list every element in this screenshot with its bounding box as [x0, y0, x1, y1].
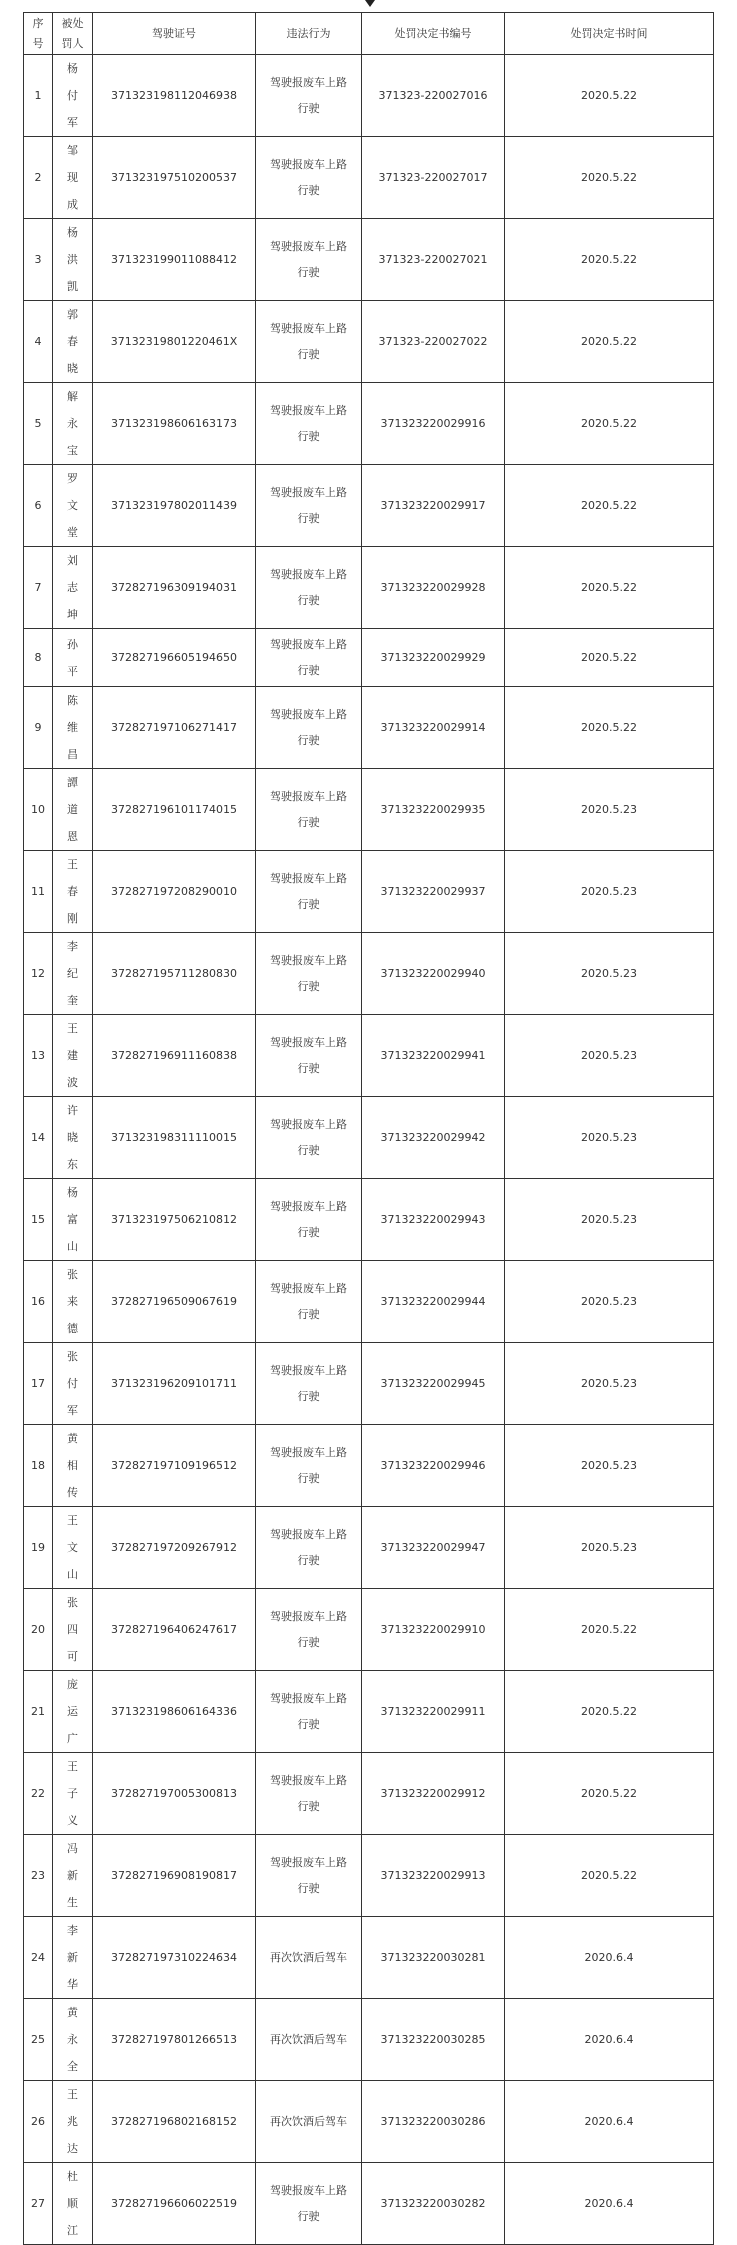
- violation-cell: [256, 851, 362, 933]
- license-cell: 371323197802011439: [93, 465, 256, 547]
- violation-cell: [256, 1999, 362, 2081]
- person-cell-text: 王春刚: [67, 858, 78, 925]
- person-cell-text: 陈维昌: [67, 694, 78, 761]
- decision-date-cell: 2020.6.4: [505, 2163, 714, 2245]
- license-cell: 372827196309194031: [93, 547, 256, 629]
- decision-date-cell: 2020.5.23: [505, 1507, 714, 1589]
- license-cell: 371323198112046938: [93, 55, 256, 137]
- violation-cell-text: 驾驶报废车上路行驶: [270, 1855, 347, 1895]
- violation-cell-text: 驾驶报废车上路行驶: [270, 403, 347, 443]
- license-cell: 372827196509067619: [93, 1261, 256, 1343]
- person-cell: [53, 219, 93, 301]
- violation-cell-text: 驾驶报废车上路行驶: [270, 485, 347, 525]
- license-cell: 372827196605194650: [93, 629, 256, 687]
- violation-cell-text: 驾驶报废车上路行驶: [270, 953, 347, 993]
- seq-cell: 17: [24, 1343, 53, 1425]
- decision-no-cell: 371323220030286: [362, 2081, 505, 2163]
- violation-cell-text: 驾驶报废车上路行驶: [270, 1691, 347, 1731]
- person-cell-text: 邹现成: [67, 144, 78, 211]
- license-cell: 371323198606164336: [93, 1671, 256, 1753]
- violation-cell-text: 驾驶报废车上路行驶: [270, 157, 347, 197]
- table-row: [24, 1835, 714, 1917]
- decision-no-cell: 371323220029911: [362, 1671, 505, 1753]
- table-row: [24, 137, 714, 219]
- violation-cell-text: 驾驶报废车上路行驶: [270, 1117, 347, 1157]
- seq-cell: 24: [24, 1917, 53, 1999]
- person-cell: [53, 301, 93, 383]
- seq-cell: 13: [24, 1015, 53, 1097]
- table-row: [24, 769, 714, 851]
- violation-cell: [256, 383, 362, 465]
- violation-cell-text: 驾驶报废车上路行驶: [270, 75, 347, 115]
- table-row: [24, 2081, 714, 2163]
- seq-cell: 7: [24, 547, 53, 629]
- person-cell: [53, 769, 93, 851]
- decision-date-cell: 2020.5.22: [505, 1589, 714, 1671]
- license-cell: 371323198311110015: [93, 1097, 256, 1179]
- decision-date-cell: 2020.5.22: [505, 547, 714, 629]
- decision-date-cell: 2020.5.22: [505, 137, 714, 219]
- person-cell-text: 杜顺江: [67, 2170, 78, 2237]
- violation-cell: [256, 2163, 362, 2245]
- seq-cell: 18: [24, 1425, 53, 1507]
- person-cell-text: 孙平: [67, 637, 78, 678]
- person-cell: [53, 1999, 93, 2081]
- top-arrow-marker: [365, 0, 375, 7]
- decision-date-cell: 2020.5.22: [505, 687, 714, 769]
- seq-cell: 11: [24, 851, 53, 933]
- person-cell: [53, 1671, 93, 1753]
- decision-no-cell: 371323220030281: [362, 1917, 505, 1999]
- violation-cell: [256, 1589, 362, 1671]
- person-cell: [53, 1015, 93, 1097]
- penalty-table: [23, 12, 714, 2245]
- header-violation: 违法行为: [256, 13, 362, 55]
- table-row: [24, 1097, 714, 1179]
- table-row: [24, 1917, 714, 1999]
- seq-cell: 4: [24, 301, 53, 383]
- person-cell: [53, 383, 93, 465]
- person-cell-text: 杨洪凯: [67, 226, 78, 293]
- decision-date-cell: 2020.5.23: [505, 1261, 714, 1343]
- license-cell: 372827196101174015: [93, 769, 256, 851]
- table-row: [24, 2163, 714, 2245]
- person-cell-text: 李纪奎: [67, 940, 78, 1007]
- table-row: [24, 219, 714, 301]
- table-row: [24, 1425, 714, 1507]
- license-cell: 372827197208290010: [93, 851, 256, 933]
- decision-no-cell: 371323220029942: [362, 1097, 505, 1179]
- person-cell-text: 许晓东: [67, 1104, 78, 1171]
- decision-date-cell: 2020.5.22: [505, 629, 714, 687]
- person-cell: [53, 55, 93, 137]
- violation-cell-text: 驾驶报废车上路行驶: [270, 1281, 347, 1321]
- seq-cell: 16: [24, 1261, 53, 1343]
- person-cell-text: 黄永全: [67, 2006, 78, 2073]
- person-cell-text: 李新华: [67, 1924, 78, 1991]
- person-cell: [53, 1179, 93, 1261]
- license-cell: 372827196908190817: [93, 1835, 256, 1917]
- decision-no-cell: 371323220029913: [362, 1835, 505, 1917]
- decision-no-cell: 371323220029912: [362, 1753, 505, 1835]
- violation-cell-text: 驾驶报废车上路行驶: [270, 1773, 347, 1813]
- table-row: [24, 1507, 714, 1589]
- person-cell-text: 张付军: [67, 1350, 78, 1417]
- header-seq: 序号: [24, 13, 53, 55]
- person-cell: [53, 465, 93, 547]
- decision-no-cell: 371323220029946: [362, 1425, 505, 1507]
- decision-date-cell: 2020.5.22: [505, 219, 714, 301]
- decision-no-cell: 371323-220027017: [362, 137, 505, 219]
- violation-cell: [256, 137, 362, 219]
- table-row: [24, 55, 714, 137]
- decision-no-cell: 371323220029945: [362, 1343, 505, 1425]
- person-cell: [53, 137, 93, 219]
- violation-cell: [256, 1425, 362, 1507]
- person-cell-text: 冯新生: [67, 1842, 78, 1909]
- violation-cell-text: 驾驶报废车上路行驶: [270, 1199, 347, 1239]
- person-cell: [53, 687, 93, 769]
- person-cell-text: 譚道恩: [67, 776, 78, 843]
- seq-cell: 9: [24, 687, 53, 769]
- decision-date-cell: 2020.5.23: [505, 1179, 714, 1261]
- license-cell: 371323196209101711: [93, 1343, 256, 1425]
- header-license: 驾驶证号: [93, 13, 256, 55]
- violation-cell-text: 再次饮酒后驾车: [270, 1950, 347, 1964]
- seq-cell: 8: [24, 629, 53, 687]
- violation-cell: [256, 55, 362, 137]
- table-row: [24, 1999, 714, 2081]
- violation-cell: [256, 933, 362, 1015]
- person-cell: [53, 1507, 93, 1589]
- decision-no-cell: 371323220029917: [362, 465, 505, 547]
- decision-date-cell: 2020.5.22: [505, 1835, 714, 1917]
- header-decision-date: 处罚决定书时间: [505, 13, 714, 55]
- table-row: [24, 1261, 714, 1343]
- header-decision-no: 处罚决定书编号: [362, 13, 505, 55]
- violation-cell: [256, 301, 362, 383]
- person-cell: [53, 933, 93, 1015]
- person-cell-text: 王建波: [67, 1022, 78, 1089]
- person-cell: [53, 547, 93, 629]
- violation-cell: [256, 1507, 362, 1589]
- decision-no-cell: 371323220029943: [362, 1179, 505, 1261]
- table-row: [24, 851, 714, 933]
- license-cell: 372827196802168152: [93, 2081, 256, 2163]
- seq-cell: 14: [24, 1097, 53, 1179]
- decision-no-cell: 371323-220027016: [362, 55, 505, 137]
- decision-date-cell: 2020.5.23: [505, 933, 714, 1015]
- violation-cell-text: 驾驶报废车上路行驶: [270, 1445, 347, 1485]
- violation-cell: [256, 1917, 362, 1999]
- seq-cell: 2: [24, 137, 53, 219]
- person-cell-text: 郭春晓: [67, 308, 78, 375]
- violation-cell-text: 驾驶报废车上路行驶: [270, 321, 347, 361]
- seq-cell: 5: [24, 383, 53, 465]
- decision-date-cell: 2020.5.23: [505, 1343, 714, 1425]
- person-cell-text: 解永宝: [67, 390, 78, 457]
- person-cell: [53, 1835, 93, 1917]
- violation-cell-text: 驾驶报废车上路行驶: [270, 789, 347, 829]
- decision-no-cell: 371323220029940: [362, 933, 505, 1015]
- license-cell: 371323197506210812: [93, 1179, 256, 1261]
- license-cell: 371323198606163173: [93, 383, 256, 465]
- license-cell: 372827197209267912: [93, 1507, 256, 1589]
- seq-cell: 1: [24, 55, 53, 137]
- table-row: [24, 465, 714, 547]
- violation-cell: [256, 629, 362, 687]
- seq-cell: 12: [24, 933, 53, 1015]
- decision-no-cell: 371323220029914: [362, 687, 505, 769]
- decision-date-cell: 2020.6.4: [505, 1917, 714, 1999]
- person-cell: [53, 1097, 93, 1179]
- license-cell: 372827196606022519: [93, 2163, 256, 2245]
- violation-cell-text: 再次饮酒后驾车: [270, 2114, 347, 2128]
- decision-date-cell: 2020.6.4: [505, 2081, 714, 2163]
- license-cell: 372827197005300813: [93, 1753, 256, 1835]
- person-cell-text: 张四可: [67, 1596, 78, 1663]
- decision-no-cell: 371323-220027022: [362, 301, 505, 383]
- seq-cell: 22: [24, 1753, 53, 1835]
- person-cell-text: 王兆达: [67, 2088, 78, 2155]
- decision-date-cell: 2020.5.22: [505, 465, 714, 547]
- violation-cell: [256, 1671, 362, 1753]
- decision-date-cell: 2020.5.23: [505, 1425, 714, 1507]
- violation-cell: [256, 2081, 362, 2163]
- table-row: [24, 1671, 714, 1753]
- violation-cell: [256, 687, 362, 769]
- violation-cell: [256, 219, 362, 301]
- decision-date-cell: 2020.5.22: [505, 1753, 714, 1835]
- person-cell: [53, 1343, 93, 1425]
- person-cell-text: 王子义: [67, 1760, 78, 1827]
- violation-cell: [256, 547, 362, 629]
- license-cell: 372827196911160838: [93, 1015, 256, 1097]
- decision-no-cell: 371323220030282: [362, 2163, 505, 2245]
- seq-cell: 23: [24, 1835, 53, 1917]
- violation-cell-text: 驾驶报废车上路行驶: [270, 239, 347, 279]
- seq-cell: 25: [24, 1999, 53, 2081]
- person-cell: [53, 1753, 93, 1835]
- decision-no-cell: 371323-220027021: [362, 219, 505, 301]
- violation-cell-text: 再次饮酒后驾车: [270, 2032, 347, 2046]
- license-cell: 372827197310224634: [93, 1917, 256, 1999]
- seq-cell: 21: [24, 1671, 53, 1753]
- decision-date-cell: 2020.5.23: [505, 1097, 714, 1179]
- seq-cell: 15: [24, 1179, 53, 1261]
- person-cell: [53, 2081, 93, 2163]
- decision-date-cell: 2020.5.23: [505, 769, 714, 851]
- violation-cell-text: 驾驶报废车上路行驶: [270, 1609, 347, 1649]
- decision-no-cell: 371323220029910: [362, 1589, 505, 1671]
- decision-date-cell: 2020.5.22: [505, 383, 714, 465]
- decision-no-cell: 371323220030285: [362, 1999, 505, 2081]
- violation-cell-text: 驾驶报废车上路行驶: [270, 707, 347, 747]
- license-cell: 371323197510200537: [93, 137, 256, 219]
- table-row: [24, 301, 714, 383]
- violation-cell: [256, 1015, 362, 1097]
- seq-cell: 27: [24, 2163, 53, 2245]
- table-row: [24, 1015, 714, 1097]
- license-cell: 37132319801220461X: [93, 301, 256, 383]
- person-cell: [53, 1261, 93, 1343]
- violation-cell: [256, 1097, 362, 1179]
- decision-no-cell: 371323220029935: [362, 769, 505, 851]
- person-cell-text: 黄相传: [67, 1432, 78, 1499]
- seq-cell: 19: [24, 1507, 53, 1589]
- decision-date-cell: 2020.6.4: [505, 1999, 714, 2081]
- decision-no-cell: 371323220029929: [362, 629, 505, 687]
- seq-cell: 20: [24, 1589, 53, 1671]
- decision-date-cell: 2020.5.22: [505, 1671, 714, 1753]
- seq-cell: 26: [24, 2081, 53, 2163]
- violation-cell-text: 驾驶报废车上路行驶: [270, 871, 347, 911]
- violation-cell: [256, 769, 362, 851]
- seq-cell: 3: [24, 219, 53, 301]
- person-cell: [53, 851, 93, 933]
- license-cell: 372827197106271417: [93, 687, 256, 769]
- license-cell: 372827197801266513: [93, 1999, 256, 2081]
- violation-cell-text: 驾驶报废车上路行驶: [270, 2183, 347, 2223]
- table-row: [24, 1589, 714, 1671]
- violation-cell-text: 驾驶报废车上路行驶: [270, 637, 347, 677]
- decision-date-cell: 2020.5.22: [505, 55, 714, 137]
- decision-no-cell: 371323220029947: [362, 1507, 505, 1589]
- person-cell-text: 杨付军: [67, 62, 78, 129]
- table-row: [24, 1753, 714, 1835]
- violation-cell: [256, 1343, 362, 1425]
- person-cell-text: 罗文堂: [67, 472, 78, 539]
- table-row: [24, 1179, 714, 1261]
- violation-cell: [256, 1261, 362, 1343]
- license-cell: 371323199011088412: [93, 219, 256, 301]
- license-cell: 372827195711280830: [93, 933, 256, 1015]
- violation-cell-text: 驾驶报废车上路行驶: [270, 567, 347, 607]
- person-cell-text: 张来德: [67, 1268, 78, 1335]
- seq-cell: 10: [24, 769, 53, 851]
- table-row: [24, 629, 714, 687]
- violation-cell: [256, 1753, 362, 1835]
- decision-no-cell: 371323220029941: [362, 1015, 505, 1097]
- person-cell-text: 杨富山: [67, 1186, 78, 1253]
- person-cell: [53, 629, 93, 687]
- decision-no-cell: 371323220029937: [362, 851, 505, 933]
- decision-no-cell: 371323220029928: [362, 547, 505, 629]
- person-cell: [53, 1589, 93, 1671]
- decision-no-cell: 371323220029944: [362, 1261, 505, 1343]
- violation-cell-text: 驾驶报废车上路行驶: [270, 1527, 347, 1567]
- decision-date-cell: 2020.5.23: [505, 851, 714, 933]
- table-row: [24, 933, 714, 1015]
- person-cell-text: 庞运广: [67, 1678, 78, 1745]
- violation-cell: [256, 1179, 362, 1261]
- person-cell-text: 刘志坤: [67, 554, 78, 621]
- person-cell: [53, 2163, 93, 2245]
- table-row: [24, 547, 714, 629]
- table-row: [24, 383, 714, 465]
- decision-no-cell: 371323220029916: [362, 383, 505, 465]
- person-cell-text: 王文山: [67, 1514, 78, 1581]
- violation-cell-text: 驾驶报废车上路行驶: [270, 1363, 347, 1403]
- header-person: 被处罚人: [53, 13, 93, 55]
- decision-date-cell: 2020.5.23: [505, 1015, 714, 1097]
- seq-cell: 6: [24, 465, 53, 547]
- license-cell: 372827196406247617: [93, 1589, 256, 1671]
- license-cell: 372827197109196512: [93, 1425, 256, 1507]
- table-body: [24, 55, 714, 2245]
- header-row: [24, 13, 714, 55]
- violation-cell: [256, 465, 362, 547]
- person-cell: [53, 1425, 93, 1507]
- table-row: [24, 687, 714, 769]
- violation-cell: [256, 1835, 362, 1917]
- decision-date-cell: 2020.5.22: [505, 301, 714, 383]
- table-row: [24, 1343, 714, 1425]
- person-cell: [53, 1917, 93, 1999]
- violation-cell-text: 驾驶报废车上路行驶: [270, 1035, 347, 1075]
